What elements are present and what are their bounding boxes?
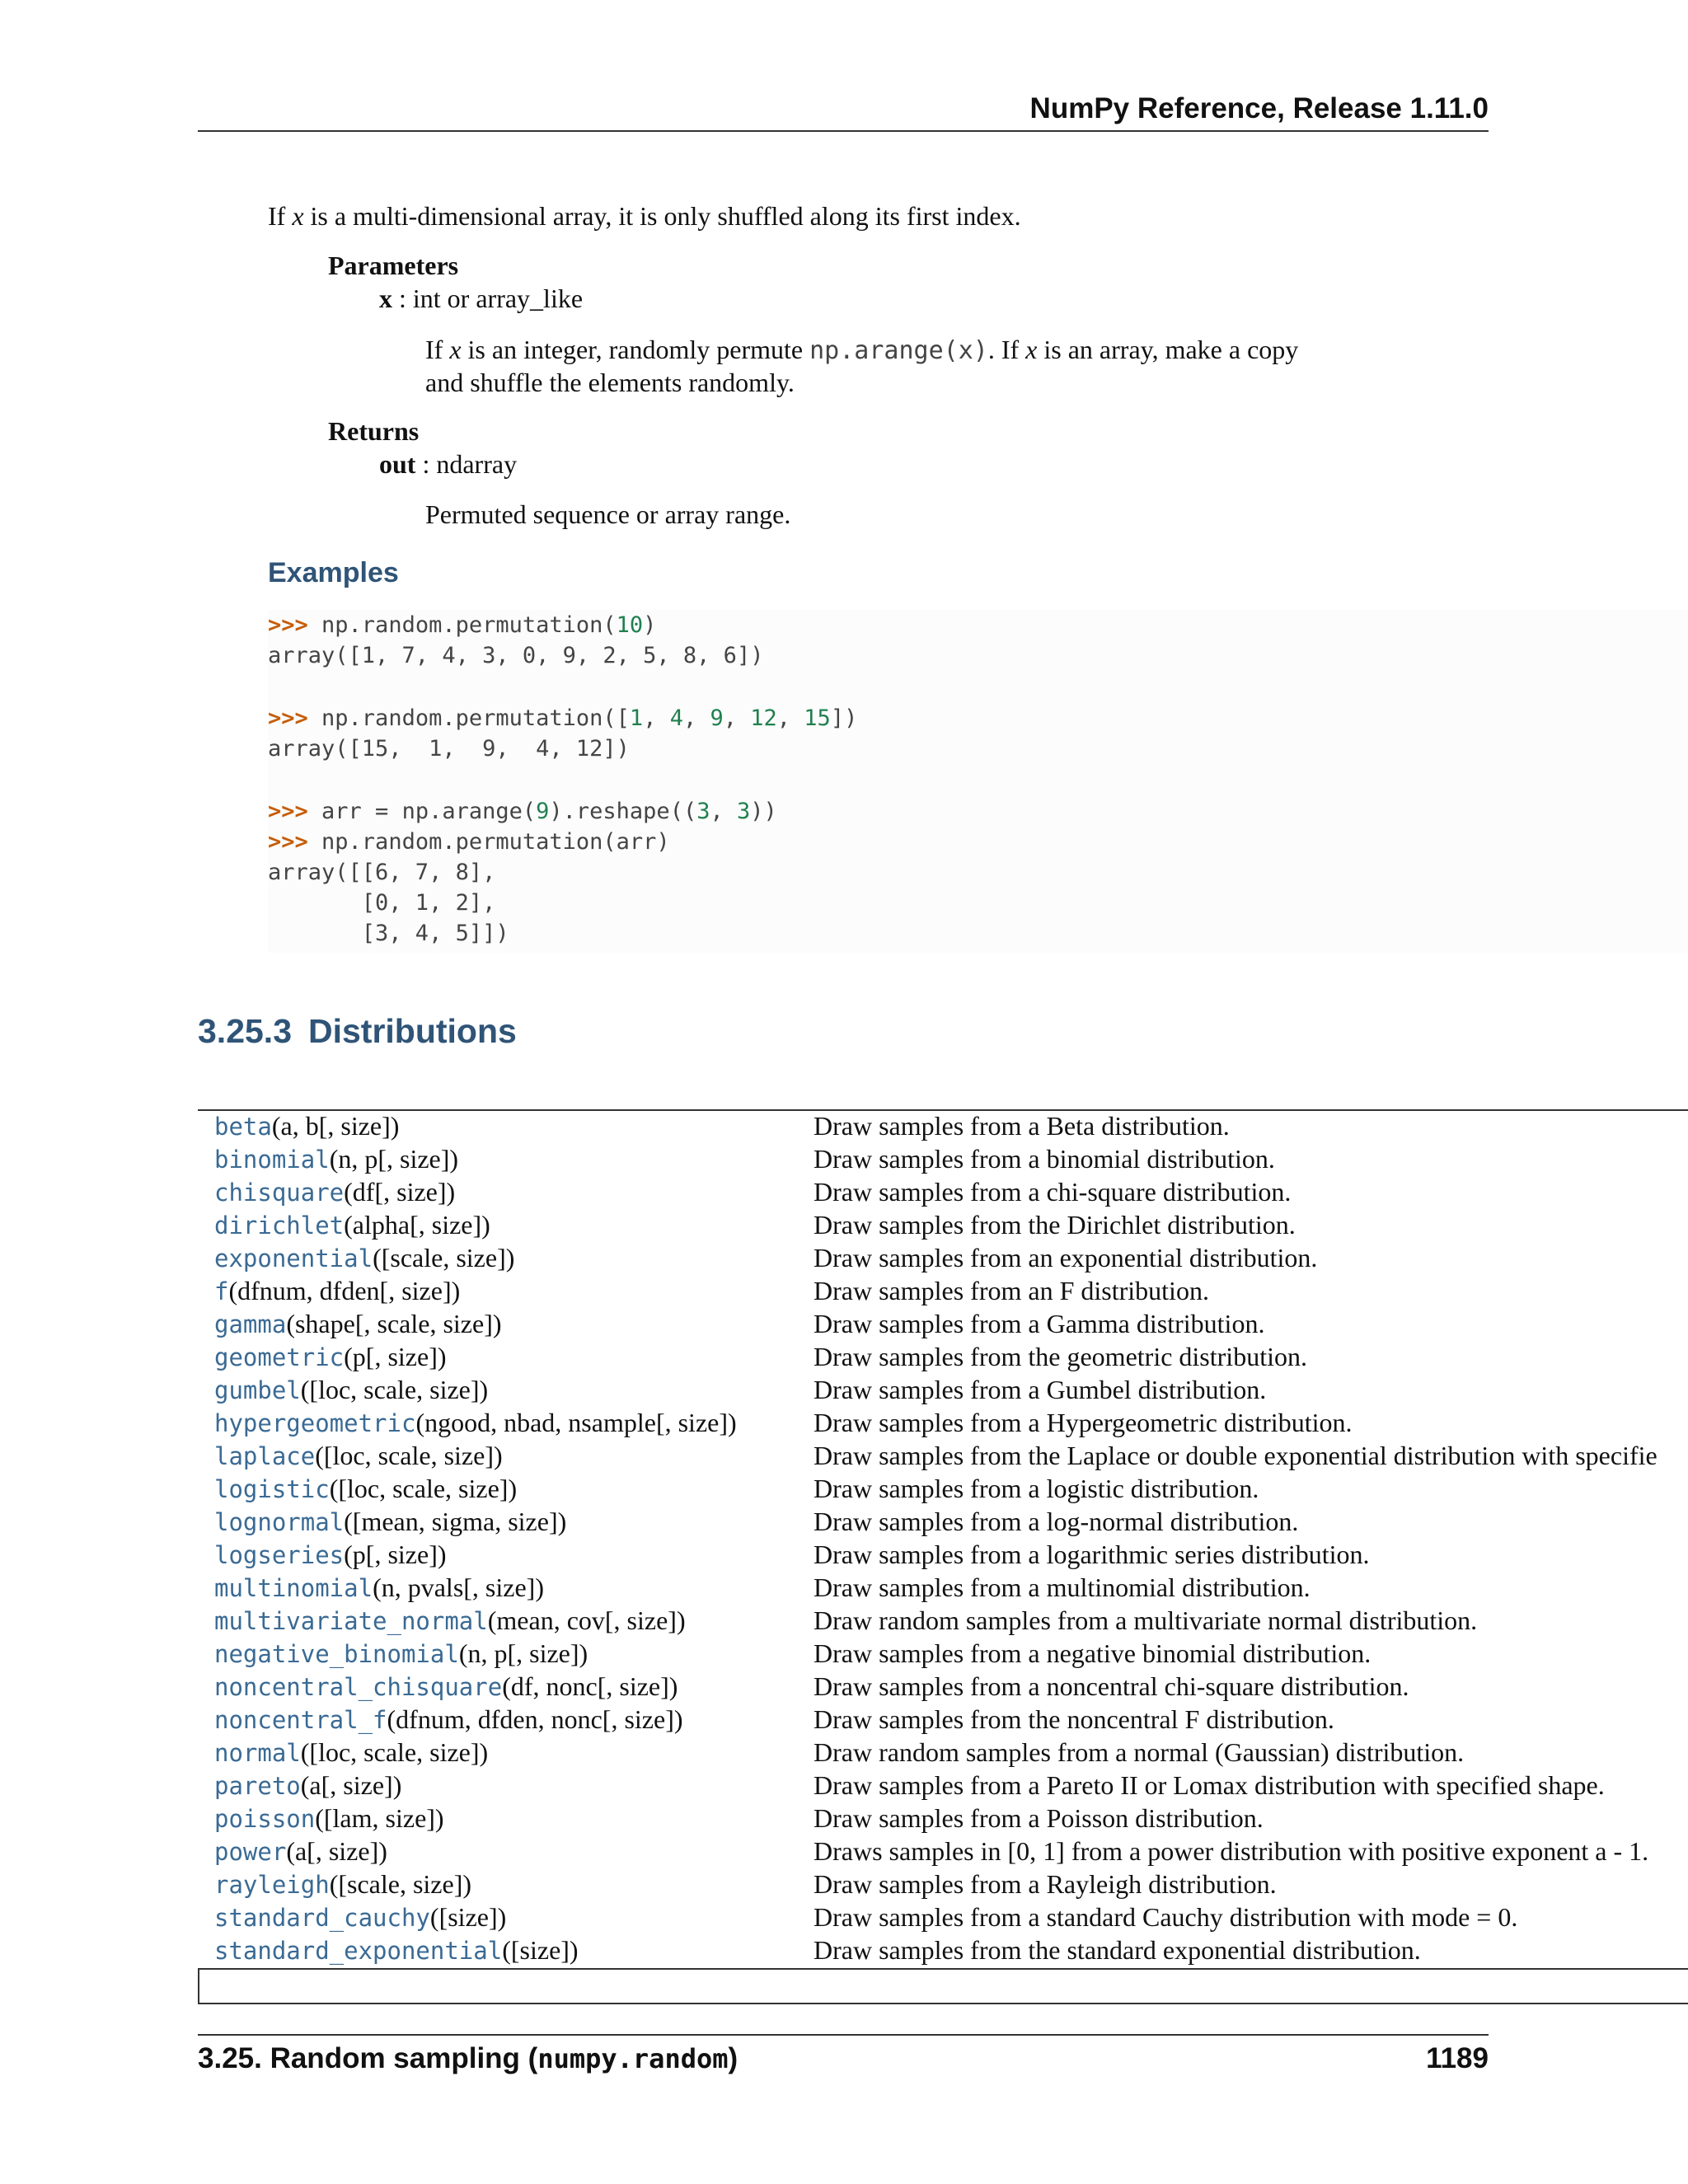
function-signature [214,1208,490,1242]
table-row [198,1933,1688,1966]
function-args: (n, p[, size]) [329,1144,459,1174]
examples-code-block [268,610,1688,953]
function-link[interactable]: dirichlet [214,1212,345,1240]
function-description: Draw samples from a standard Cauchy distribution with mode = 0. [814,1902,1518,1932]
function-link[interactable]: normal [214,1739,301,1767]
function-link[interactable]: poisson [214,1805,316,1833]
function-description: Draw samples from a negative binomial distribution. [814,1638,1372,1668]
parameter-x-signature: x : int or array_like [379,284,584,313]
table-row [198,1208,1688,1241]
return-out-description: Permuted sequence or array range. [425,499,791,529]
table-row [198,1736,1688,1769]
function-link[interactable]: laplace [214,1442,316,1470]
function-signature [214,1703,683,1736]
function-args: ([scale, size]) [373,1243,515,1272]
function-signature [214,1670,678,1704]
intro-sentence: If x is a multi-dimensional array, it is only shuffled along its first index. [268,201,1021,231]
function-args: ([mean, sigma, size]) [344,1507,567,1536]
table-row [198,1142,1688,1175]
table-row [198,1802,1688,1835]
function-args: ([scale, size]) [329,1869,472,1899]
function-signature [214,1637,588,1671]
function-link[interactable]: multinomial [214,1574,373,1602]
footer-rule [198,2034,1489,2036]
footer-section-title: 3.25. Random sampling (numpy.random) [198,2042,738,2074]
code-line: array([15, 1, 9, 4, 12]) [268,736,630,762]
function-link[interactable]: lognormal [214,1508,345,1536]
function-description: Draw samples from a noncentral chi-square distribution. [814,1671,1409,1701]
function-description: Draw samples from a logarithmic series distribution. [814,1540,1370,1569]
function-signature [214,1274,460,1308]
function-link[interactable]: power [214,1838,287,1866]
table-row [198,1900,1688,1933]
function-signature [214,1241,514,1275]
function-link[interactable]: noncentral_f [214,1706,387,1734]
function-description: Draw samples from the standard exponential distribution. [814,1935,1421,1965]
function-description: Draw random samples from a normal (Gaussian) distribution. [814,1737,1465,1767]
function-args: (n, p[, size]) [458,1638,588,1668]
code-line: [3, 4, 5]]) [268,921,509,946]
parameter-x-description-line2: and shuffle the elements randomly. [425,368,795,397]
table-row [198,1637,1688,1670]
function-signature [214,1505,566,1539]
code-line: [0, 1, 2], [268,890,496,916]
function-description: Draw samples from a Gumbel distribution. [814,1375,1267,1404]
function-description: Draw random samples from a multivariate normal distribution. [814,1605,1478,1635]
function-link[interactable]: hypergeometric [214,1409,416,1437]
function-signature [214,1900,506,1934]
function-args: (dfnum, dfden, nonc[, size]) [387,1704,683,1734]
function-link[interactable]: logistic [214,1475,330,1503]
table-row [198,1274,1688,1307]
function-args: ([loc, scale, size]) [300,1375,489,1404]
function-link[interactable]: pareto [214,1772,301,1800]
function-link[interactable]: standard_cauchy [214,1904,430,1932]
page-number: 1189 [1426,2042,1489,2074]
header-rule [198,130,1489,132]
function-args: (p[, size]) [344,1540,447,1569]
function-signature [214,1933,579,1967]
function-args: (mean, cov[, size]) [487,1605,686,1635]
function-args: (df[, size]) [344,1177,456,1207]
table-row [198,1835,1688,1868]
function-args: ([loc, scale, size]) [300,1737,489,1767]
function-description: Draw samples from a Beta distribution. [814,1111,1230,1141]
function-signature [214,1142,458,1176]
table-row [198,1703,1688,1736]
function-link[interactable]: geometric [214,1343,345,1371]
function-signature [214,1538,447,1572]
function-args: ([lam, size]) [315,1803,444,1833]
function-link[interactable]: gamma [214,1310,287,1338]
parameters-heading: Parameters [328,251,459,280]
function-description: Draw samples from a Hypergeometric distribution. [814,1408,1353,1437]
function-link[interactable]: gumbel [214,1376,301,1404]
function-signature [214,1307,502,1341]
function-description: Draw samples from the Laplace or double exponential distribution with specifie [814,1441,1658,1470]
function-link[interactable]: noncentral_chisquare [214,1673,503,1701]
examples-heading: Examples [268,557,399,588]
return-out-signature: out : ndarray [379,449,518,479]
table-bottom-border [198,1968,1688,2004]
function-args: (a, b[, size]) [271,1111,400,1141]
returns-heading: Returns [328,416,420,446]
function-args: (dfnum, dfden[, size]) [228,1276,461,1305]
function-args: (n, pvals[, size]) [373,1572,544,1602]
table-row [198,1406,1688,1439]
table-row [198,1769,1688,1802]
function-signature [214,1439,503,1473]
function-signature [214,1109,399,1143]
function-signature [214,1769,401,1802]
table-row [198,1505,1688,1538]
function-description: Draw samples from a Gamma distribution. [814,1309,1265,1338]
code-line: >>> np.random.permutation(arr) [268,829,670,855]
function-description: Draw samples from a logistic distribution. [814,1474,1259,1503]
function-args: ([loc, scale, size]) [329,1474,518,1503]
table-row [198,1340,1688,1373]
table-row [198,1109,1688,1142]
function-args: (a[, size]) [300,1770,402,1800]
code-line: >>> np.random.permutation([1, 4, 9, 12, 15]) [268,705,858,731]
table-row [198,1307,1688,1340]
code-line: >>> arr = np.arange(9).reshape((3, 3)) [268,799,777,824]
function-signature [214,1604,686,1638]
function-signature [214,1571,544,1605]
function-signature [214,1406,737,1440]
function-args: (shape[, scale, size]) [286,1309,502,1338]
function-link[interactable]: rayleigh [214,1871,330,1899]
function-description: Draw samples from the geometric distribution. [814,1342,1307,1371]
function-description: Draw samples from an F distribution. [814,1276,1209,1305]
function-link[interactable]: multivariate_normal [214,1607,488,1635]
function-args: ([size]) [502,1935,579,1965]
function-link[interactable]: binomial [214,1146,330,1174]
function-args: ([size]) [429,1902,507,1932]
code-line: array([1, 7, 4, 3, 0, 9, 2, 5, 8, 6]) [268,643,764,668]
function-description: Draw samples from a log-normal distribution. [814,1507,1299,1536]
table-row [198,1571,1688,1604]
function-signature [214,1868,471,1901]
table-row [198,1241,1688,1274]
function-args: (alpha[, size]) [344,1210,490,1240]
function-description: Draw samples from a Rayleigh distribution. [814,1869,1277,1899]
function-args: (ngood, nbad, nsample[, size]) [415,1408,737,1437]
function-link[interactable]: exponential [214,1244,373,1272]
function-description: Draw samples from a Pareto II or Lomax distribution with specified shape. [814,1770,1605,1800]
function-args: ([loc, scale, size]) [315,1441,503,1470]
code-line: array([[6, 7, 8], [268,860,496,885]
function-description: Draws samples in [0, 1] from a power distribution with positive exponent a - 1. [814,1836,1649,1866]
parameter-x-description-line1: If x is an integer, randomly permute np.arange(x). If x is an array, make a copy [425,335,1299,365]
function-link[interactable]: logseries [214,1541,345,1569]
table-row [198,1670,1688,1703]
section-heading: 3.25.3 Distributions [198,1012,517,1050]
function-description: Draw samples from a binomial distribution. [814,1144,1275,1174]
function-link[interactable]: beta [214,1113,272,1141]
function-description: Draw samples from the Dirichlet distribution. [814,1210,1296,1240]
function-signature [214,1736,488,1769]
table-row [198,1175,1688,1208]
function-link[interactable]: standard_exponential [214,1937,503,1965]
function-signature [214,1835,387,1868]
function-description: Draw samples from an exponential distribution. [814,1243,1318,1272]
function-link[interactable]: chisquare [214,1179,345,1207]
table-row [198,1373,1688,1406]
function-args: (df, nonc[, size]) [502,1671,678,1701]
table-row [198,1868,1688,1900]
function-signature [214,1472,517,1506]
table-row [198,1538,1688,1571]
inline-code: np.arange(x) [809,336,988,365]
function-signature [214,1175,455,1209]
code-line: >>> np.random.permutation(10) [268,612,657,638]
table-row [198,1439,1688,1472]
table-row [198,1472,1688,1505]
function-args: (a[, size]) [286,1836,387,1866]
function-signature [214,1340,447,1374]
table-row [198,1604,1688,1637]
function-signature [214,1802,444,1835]
function-signature [214,1373,488,1407]
function-link[interactable]: f [214,1277,229,1305]
running-header-title: NumPy Reference, Release 1.11.0 [1029,92,1489,124]
function-description: Draw samples from a multinomial distribution. [814,1572,1311,1602]
function-description: Draw samples from a chi-square distribution. [814,1177,1292,1207]
function-args: (p[, size]) [344,1342,447,1371]
function-link[interactable]: negative_binomial [214,1640,459,1668]
function-description: Draw samples from a Poisson distribution. [814,1803,1264,1833]
function-description: Draw samples from the noncentral F distribution. [814,1704,1334,1734]
